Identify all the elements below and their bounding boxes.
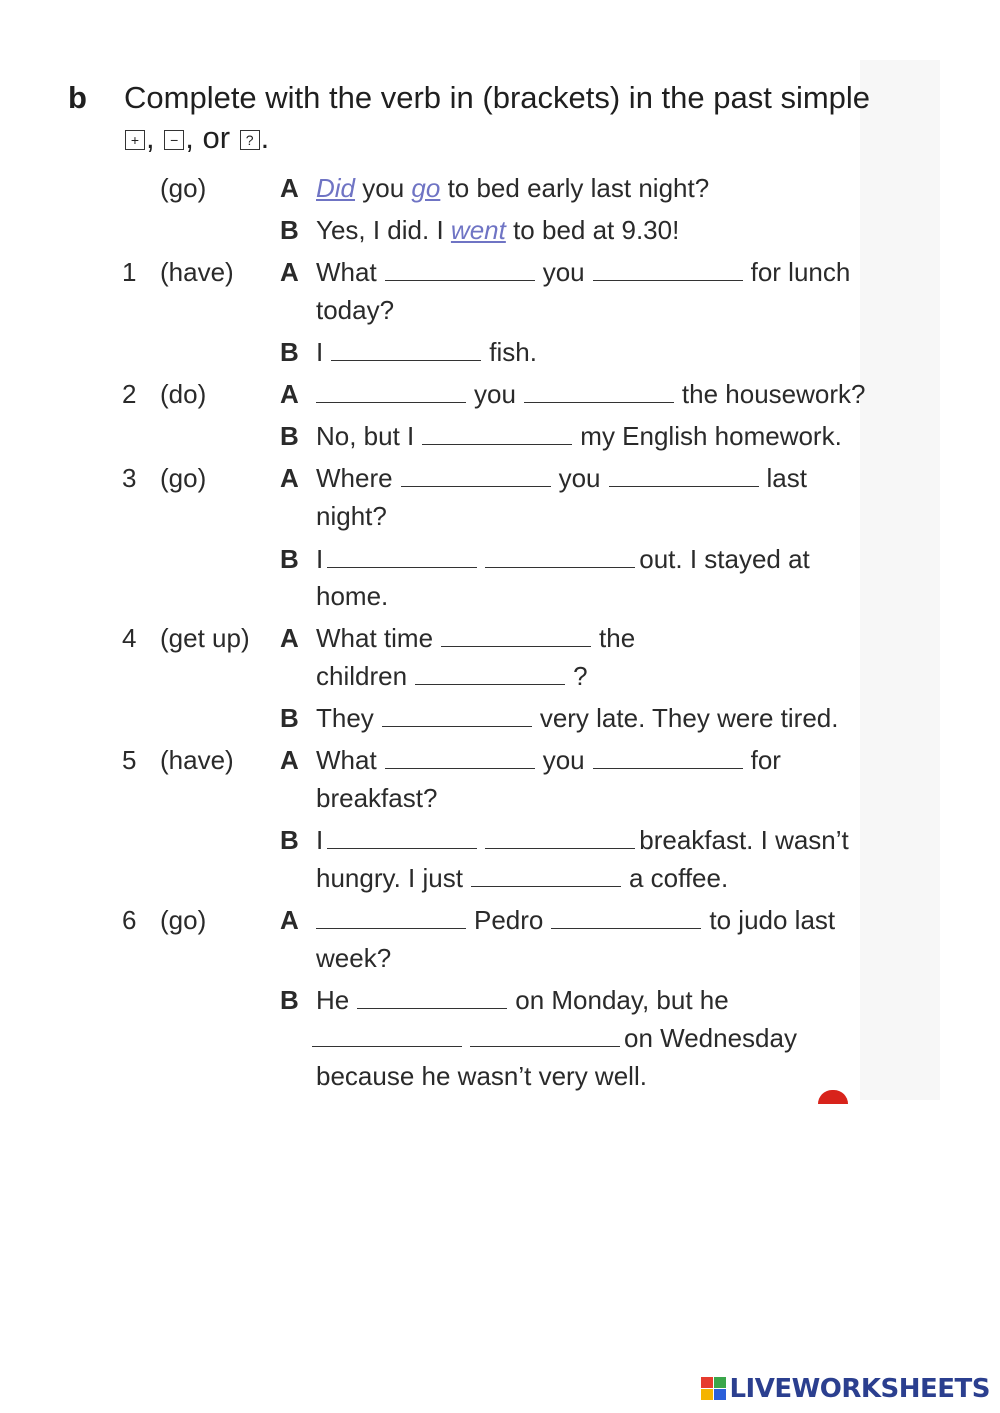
answer-blank[interactable] bbox=[316, 902, 466, 929]
answer-blank[interactable] bbox=[441, 620, 591, 647]
answer-blank[interactable] bbox=[401, 460, 551, 487]
brand-name: LIVEWORKSHEETS bbox=[729, 1374, 990, 1404]
example-answer: go bbox=[411, 173, 441, 203]
example-answer: Did bbox=[316, 173, 356, 203]
answer-blank[interactable] bbox=[415, 658, 565, 685]
answer-blank[interactable] bbox=[316, 376, 466, 403]
answer-blank[interactable] bbox=[524, 376, 674, 403]
question-symbol: ? bbox=[240, 130, 260, 150]
minus-symbol: − bbox=[164, 130, 184, 150]
answer-blank[interactable] bbox=[609, 460, 759, 487]
scan-shadow bbox=[860, 60, 940, 1100]
answer-blank[interactable] bbox=[593, 742, 743, 769]
example-answer: went bbox=[450, 215, 506, 245]
red-marker-decoration bbox=[818, 1090, 848, 1104]
answer-blank[interactable] bbox=[385, 742, 535, 769]
liveworksheets-icon bbox=[701, 1377, 727, 1401]
speaker-a: A bbox=[280, 173, 299, 203]
answer-blank[interactable] bbox=[331, 334, 481, 361]
answer-blank[interactable] bbox=[471, 860, 621, 887]
exercise-letter: b bbox=[68, 80, 87, 115]
answer-blank[interactable] bbox=[327, 541, 477, 568]
answer-blank[interactable] bbox=[551, 902, 701, 929]
plus-symbol: + bbox=[125, 130, 145, 150]
exercise-heading bbox=[68, 78, 888, 158]
answer-blank[interactable] bbox=[485, 541, 635, 568]
exercise-instruction: Complete with the verb in (brackets) in the past simple + , − , or ? . bbox=[124, 80, 871, 155]
answer-blank[interactable] bbox=[470, 1020, 620, 1047]
answer-blank[interactable] bbox=[593, 254, 743, 281]
speaker-b: B bbox=[280, 215, 299, 245]
answer-blank[interactable] bbox=[385, 254, 535, 281]
answer-blank[interactable] bbox=[327, 822, 477, 849]
liveworksheets-logo bbox=[701, 1373, 990, 1405]
answer-blank[interactable] bbox=[485, 822, 635, 849]
answer-blank[interactable] bbox=[312, 1020, 462, 1047]
answer-blank[interactable] bbox=[357, 982, 507, 1009]
answer-blank[interactable] bbox=[382, 700, 532, 727]
verb-label: (go) bbox=[160, 173, 207, 203]
answer-blank[interactable] bbox=[422, 418, 572, 445]
